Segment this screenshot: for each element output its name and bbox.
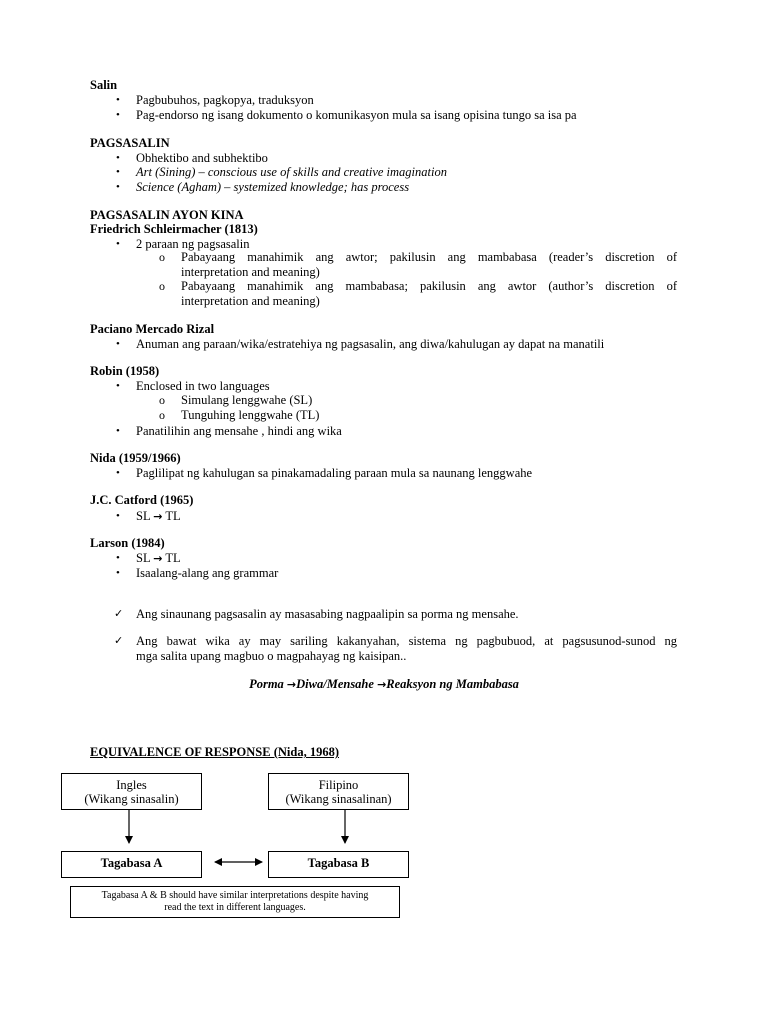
text-line: interpretation and meaning) bbox=[181, 264, 320, 279]
list-item: Anuman ang paraan/wika/estratehiya ng pagsasalin, ang diwa/kahulugan ay dapat na manatili bbox=[136, 337, 605, 351]
bullet-icon: • bbox=[116, 567, 120, 579]
robin-heading: Robin (1958) bbox=[90, 364, 160, 378]
target-language-label: TL bbox=[165, 551, 181, 565]
check-item: Ang sinaunang pagsasalin ay masasabing nagpaalipin sa porma ng mensahe. bbox=[136, 607, 519, 621]
catford-heading: J.C. Catford (1965) bbox=[90, 493, 194, 507]
bullet-icon: • bbox=[116, 425, 120, 437]
list-item: Enclosed in two languages bbox=[136, 379, 270, 393]
bullet-icon: • bbox=[116, 467, 120, 479]
source-language-label: SL bbox=[136, 509, 151, 523]
bullet-icon: • bbox=[116, 510, 120, 522]
pagsasalin-heading: PAGSASALIN bbox=[90, 136, 170, 150]
bullet-icon: • bbox=[116, 181, 120, 193]
flow-step: Reaksyon ng Mambabasa bbox=[386, 677, 519, 691]
bullet-icon: • bbox=[116, 109, 120, 121]
text-line: Ang bawat wika ay may sariling kakanyahan, sistema ng pagbubuod, at pagsusunod-sunod ng bbox=[136, 634, 677, 648]
reader-b-box: Tagabasa B bbox=[268, 851, 409, 878]
arrow-right-icon: → bbox=[153, 552, 163, 565]
box-subtitle: (Wikang sinasalin) bbox=[84, 792, 179, 806]
circle-bullet-icon: o bbox=[159, 279, 165, 293]
checkmark-icon: ✓ bbox=[114, 607, 124, 620]
arrow-right-icon: → bbox=[153, 510, 163, 523]
schleirmacher-heading: Friedrich Schleirmacher (1813) bbox=[90, 222, 258, 236]
source-language-box bbox=[61, 773, 202, 810]
flow-step: Diwa/Mensahe bbox=[296, 677, 374, 691]
circle-bullet-icon: o bbox=[159, 393, 165, 407]
list-item: Tunguhing lenggwahe (TL) bbox=[181, 408, 320, 422]
list-item: Art (Sining) – conscious use of skills and creative imagination bbox=[136, 165, 447, 179]
rizal-heading: Paciano Mercado Rizal bbox=[90, 322, 215, 336]
reader-a-box: Tagabasa A bbox=[61, 851, 202, 878]
ayon-kina-heading: PAGSASALIN AYON KINA bbox=[90, 208, 244, 222]
bullet-icon: • bbox=[116, 338, 120, 350]
bullet-icon: • bbox=[116, 552, 120, 564]
list-item: 2 paraan ng pagsasalin bbox=[136, 237, 250, 251]
arrow-right-icon: → bbox=[286, 678, 297, 691]
bullet-icon: • bbox=[116, 380, 120, 392]
box-title: Filipino bbox=[318, 778, 359, 792]
list-item: Pag-endorso ng isang dokumento o komunikasyon mula sa isang opisina tungo sa isa pa bbox=[136, 108, 577, 122]
note-box bbox=[70, 886, 400, 918]
flow-step: Porma bbox=[249, 677, 284, 691]
list-item: Paglilipat ng kahulugan sa pinakamadaling paraan mula sa naunang lenggwahe bbox=[136, 466, 533, 480]
text-line: interpretation and meaning) bbox=[181, 293, 320, 308]
equivalence-heading: EQUIVALENCE OF RESPONSE (Nida, 1968) bbox=[90, 745, 339, 759]
list-item: Isaalang-alang ang grammar bbox=[136, 566, 279, 580]
text-line: Pabayaang manahimik ang awtor; pakilusin ang mambabasa (reader’s discretion of bbox=[181, 250, 677, 264]
source-language-label: SL bbox=[136, 551, 151, 565]
target-language-box bbox=[268, 773, 409, 810]
text-line: Pabayaang manahimik ang mambabasa; pakilusin ang awtor (author’s discretion of bbox=[181, 279, 677, 293]
list-item: Simulang lenggwahe (SL) bbox=[181, 393, 313, 407]
text-line: mga salita upang magbuo o magpahayag ng kaisipan.. bbox=[136, 648, 407, 663]
circle-bullet-icon: o bbox=[159, 250, 165, 264]
checkmark-icon: ✓ bbox=[114, 634, 124, 647]
note-line: Tagabasa A & B should have similar interpretations despite having bbox=[101, 890, 369, 901]
larson-heading: Larson (1984) bbox=[90, 536, 165, 550]
box-subtitle: (Wikang sinasalinan) bbox=[285, 792, 392, 806]
list-item: Obhektibo and subhektibo bbox=[136, 151, 268, 165]
salin-heading: Salin bbox=[90, 78, 118, 92]
box-title: Ingles bbox=[116, 778, 147, 792]
note-line: read the text in different languages. bbox=[164, 902, 306, 913]
arrow-right-icon: → bbox=[377, 678, 387, 691]
list-item: Science (Agham) – systemized knowledge; has process bbox=[136, 180, 410, 194]
circle-bullet-icon: o bbox=[159, 408, 165, 422]
bullet-icon: • bbox=[116, 152, 120, 164]
bullet-icon: • bbox=[116, 94, 120, 106]
list-item: Pagbubuhos, pagkopya, traduksyon bbox=[136, 93, 314, 107]
nida-heading: Nida (1959/1966) bbox=[90, 451, 181, 465]
target-language-label: TL bbox=[165, 509, 181, 523]
list-item: Panatilihin ang mensahe , hindi ang wika bbox=[136, 424, 342, 438]
bullet-icon: • bbox=[116, 166, 120, 178]
bullet-icon: • bbox=[116, 238, 120, 250]
